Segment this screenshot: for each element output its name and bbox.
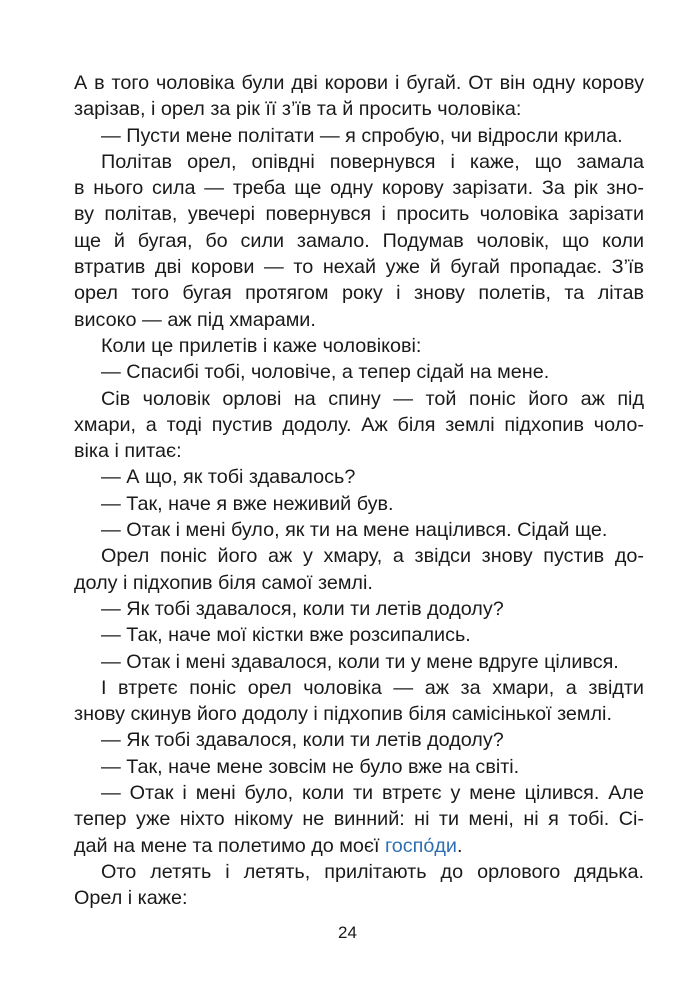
text-line-content: в нього сила — треба ще одну корову зарізати. За рік зно- [74, 177, 644, 200]
text-line [74, 517, 644, 543]
text-line [74, 70, 644, 96]
text-line [74, 359, 644, 385]
text-line-content: орел того бугая протягом року і знову полетів, та літав [74, 282, 644, 305]
text-line-content: тепер уже ніхто нікому не винний: ні ти мені, ні я тобі. Сі- [74, 808, 644, 831]
text-line-content: Політав орел, опівдні повернувся і каже, що замала [101, 150, 644, 173]
text-line-content: — Отак і мені було, як ти на мене націлився. Сідай ще. [101, 519, 608, 542]
text-line [74, 859, 644, 885]
text-line [74, 675, 644, 701]
text-line [74, 201, 644, 227]
text-line [74, 254, 644, 280]
text-line [74, 149, 644, 175]
text-line-content: хмари, а тоді пустив додолу. Аж біля землі підхопив чоло- [74, 413, 644, 436]
text-line [74, 307, 644, 333]
text-line-content: високо — аж під хмарами. [74, 308, 316, 331]
text-line [74, 333, 644, 359]
text-line [74, 543, 644, 569]
text-line [74, 727, 644, 753]
text-line-content: — Так, наче я вже неживий був. [101, 492, 394, 515]
text-line-content: А в того чоловіка були дві корови і бугай. От він одну корову [74, 72, 644, 94]
text-line-content: Орел поніс його аж у хмару, а звідси знову пустив до- [101, 545, 644, 568]
page-number: 24 [338, 923, 357, 942]
text-line [74, 175, 644, 201]
text-line [74, 780, 644, 806]
text-line-content: Коли це прилетів і каже чоловікові: [101, 334, 422, 357]
text-line-content: долу і підхопив біля самої землі. [74, 571, 373, 594]
text-line-content: Сів чоловік орлові на спину — той поніс його аж під [101, 387, 644, 410]
text-line-content: Ото летять і летять, прилітають до орлового дядька. [101, 860, 644, 883]
text-line [74, 649, 644, 675]
text-line [74, 491, 644, 517]
text-line-content: — Отак і мені здавалося, коли ти у мене вдруге цілився. [101, 650, 619, 673]
text-line [74, 833, 644, 859]
text-line-content: — Пусти мене політати — я спробую, чи відросли крила. [101, 124, 623, 147]
text-line-content: — Так, наче мої кістки вже розсипались. [101, 624, 471, 647]
glossary-word[interactable]: госпо́ди [384, 834, 457, 857]
text-line-content: — А що, як тобі здавалось? [101, 466, 356, 489]
text-line [74, 570, 644, 596]
text-line-content: І втретє поніс орел чоловіка — аж за хмари, а звідти [101, 676, 644, 699]
text-line [74, 464, 644, 490]
text-line [74, 96, 644, 122]
text-line-content: — Спасибі тобі, чоловіче, а тепер сідай на мене. [101, 361, 550, 384]
text-line [74, 701, 644, 727]
text-line [74, 806, 644, 832]
text-line-content: знову скинув його додолу і підхопив біля самісінької землі. [74, 703, 612, 726]
text-line [74, 386, 644, 412]
text-line-content: — Як тобі здавалося, коли ти летів додолу? [101, 597, 504, 620]
text-line-content: — Як тобі здавалося, коли ти летів додолу? [101, 729, 504, 752]
text-line-punctuation: . [456, 834, 463, 857]
text-line [74, 280, 644, 306]
text-line-content: зарізав, і орел за рік її з’їв та й просить чоловіка: [74, 98, 522, 121]
text-line [74, 438, 644, 464]
text-line [74, 412, 644, 438]
text-line-content: — Отак і мені було, коли ти втретє у мене цілився. Але [101, 782, 644, 805]
text-line-content: — Так, наче мене зовсім не було вже на світі. [101, 755, 520, 778]
text-line [74, 754, 644, 780]
text-line [74, 596, 644, 622]
text-line-content: Орел і каже: [74, 887, 188, 910]
text-line [74, 885, 644, 911]
text-line-content: дай на мене та полетимо до моєї [74, 834, 385, 857]
page-text [74, 70, 644, 912]
text-line-content: втратив дві корови — то нехай уже й бугай пропадає. З’їв [74, 256, 644, 279]
text-line [74, 622, 644, 648]
text-line-content: ву політав, увечері повернувся і просить чоловіка зарізати [74, 203, 644, 226]
text-line [74, 123, 644, 149]
text-line-content: віка і питає: [74, 440, 182, 463]
text-line-content: ще й бугая, бо сили замало. Подумав чоловік, що коли [74, 229, 644, 252]
text-line [74, 228, 644, 254]
